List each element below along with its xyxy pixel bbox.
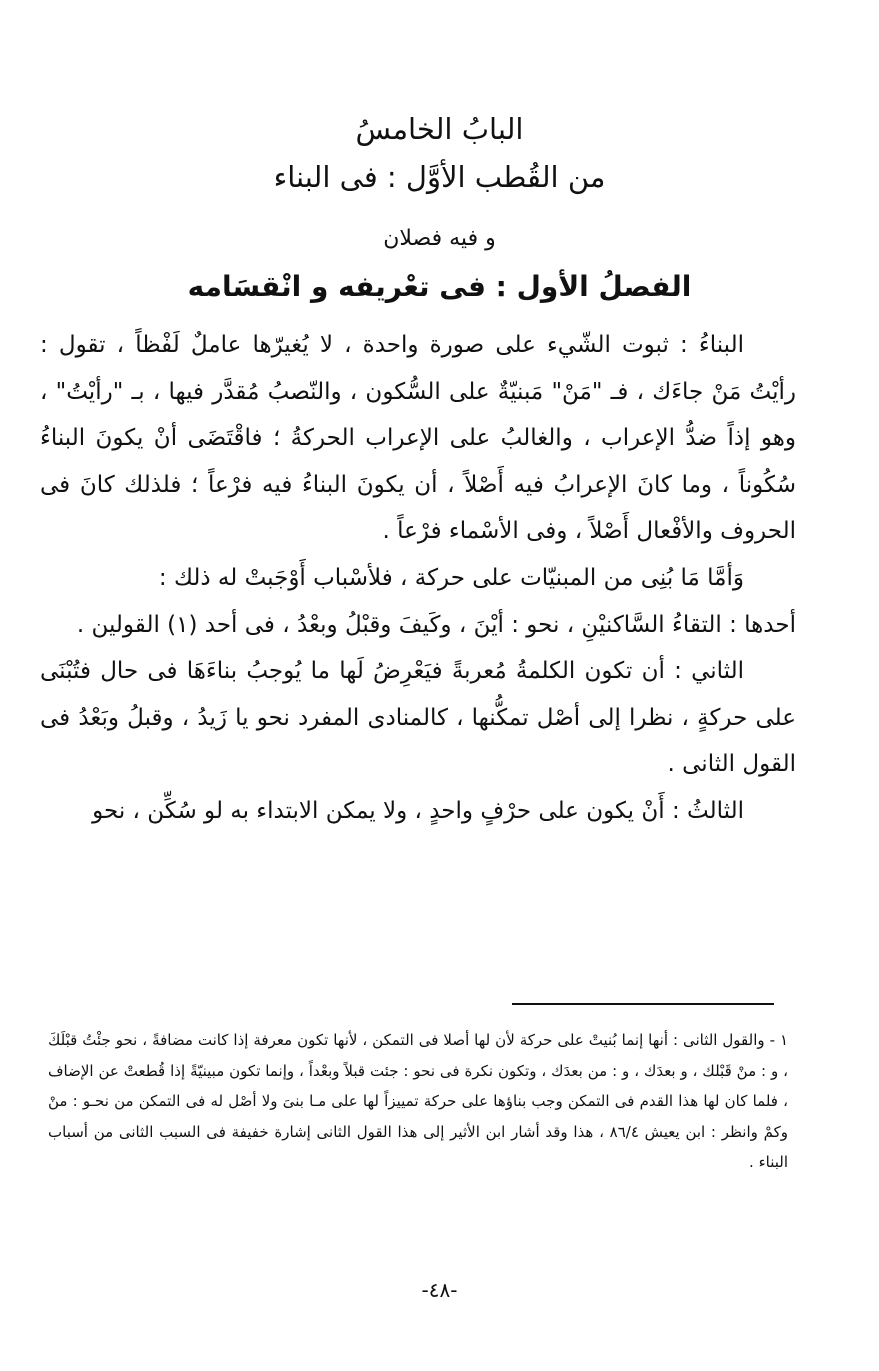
part-title: من القُطب الأوَّل : فى البناء <box>273 160 606 194</box>
paragraph-third-reason: الثالثُ : أَنْ يكون على حرْفٍ واحدٍ ، ولا يمكن الابتداء به لو سُكِّن ، نحو <box>92 797 744 824</box>
chapter-contents-note: و فيه فصلان <box>383 226 496 251</box>
footnote-separator <box>512 1003 774 1005</box>
paragraph-second-reason: الثاني : أن تكون الكلمةُ مُعربةً فيَعْرِضُ لَها ما يُوجبُ بناءَهَا فى حال فتُبْنَى على حركةٍ ، نظرا إلى أصْل تمكُّنها ، كالمنادى المفرد نحو يا زَيدُ ، وقبلُ وبَعْدُ فى القول الثانى . <box>40 658 796 778</box>
chapter-title: البابُ الخامسُ <box>355 112 524 146</box>
section-title: الفصلُ الأول : فى تعْريفه و انْقسَامه <box>187 270 692 303</box>
footnote: ١ - والقول الثانى : أنها إنما بُنيتْ على حركة لأن لها أصلا فى التمكن ، لأنها تكون معرفة إذا كانت مضافةً ، نحو جئْتُ قبْلَكَ ، و : منْ قَبْلك ، و بعدَك ، و : من بعدَك ، وتكون نكرة فى نحو : جئت قبلاً وبعْداً ، وإنما تكون مبينيّةً إذا قُطعتْ عن الإضاف ، فلما كان لها هذا القدم فى التمكن وجب بناؤها على حركة تمييزاً لها على مـا بنىَ ولا أصْل له فى التمكن من نحـو : منْ وكمْ وانظر : ابن يعيش ٨٦/٤ ، هذا وقد أشار ابن الأثير إلى هذا القول الثانى إشارة خفيفة فى السبب الثانى من أسباب البناء . <box>48 1031 788 1171</box>
page-number: -٤٨- <box>421 1278 458 1302</box>
paragraph-reasons-intro: وَأمَّا مَا بُنِى من المبنيّات على حركة ، فلأسْباب أَوْجَبتْ له ذلك : <box>158 564 744 591</box>
paragraph-first-reason: أحدها : التقاءُ السَّاكنيْنِ ، نحو : أيْنَ ، وكَيفَ وقبْلُ وبعْدُ ، فى أحد (١) القولين . <box>76 611 796 638</box>
main-text <box>40 322 796 835</box>
paragraph-definition: البناءُ : ثبوت الشّيء على صورة واحدة ، لا يُغيرّها عاملٌ لَفْظاً ، تقول : رأيْتُ مَنْ جاءَك ، فـ "مَنْ" مَبنيّةٌ على السُّكون ، والنّصبُ مُقدَّر فيها ، بـ "رأيْتُ" ، وهو إذاً ضدُّ الإعراب ، والغالبُ على الإعراب الحركةُ ؛ فاقْتَضَى أنْ يكونَ البناءُ سُكُوناً ، وما كانَ الإعرابُ فيه أَصْلاً ، أن يكونَ البناءُ فيه فرْعاً ؛ فلذلك كانَ فى الحروف والأفْعال أَصْلاً ، وفى الأسْماء فرْعاً . <box>40 332 796 545</box>
